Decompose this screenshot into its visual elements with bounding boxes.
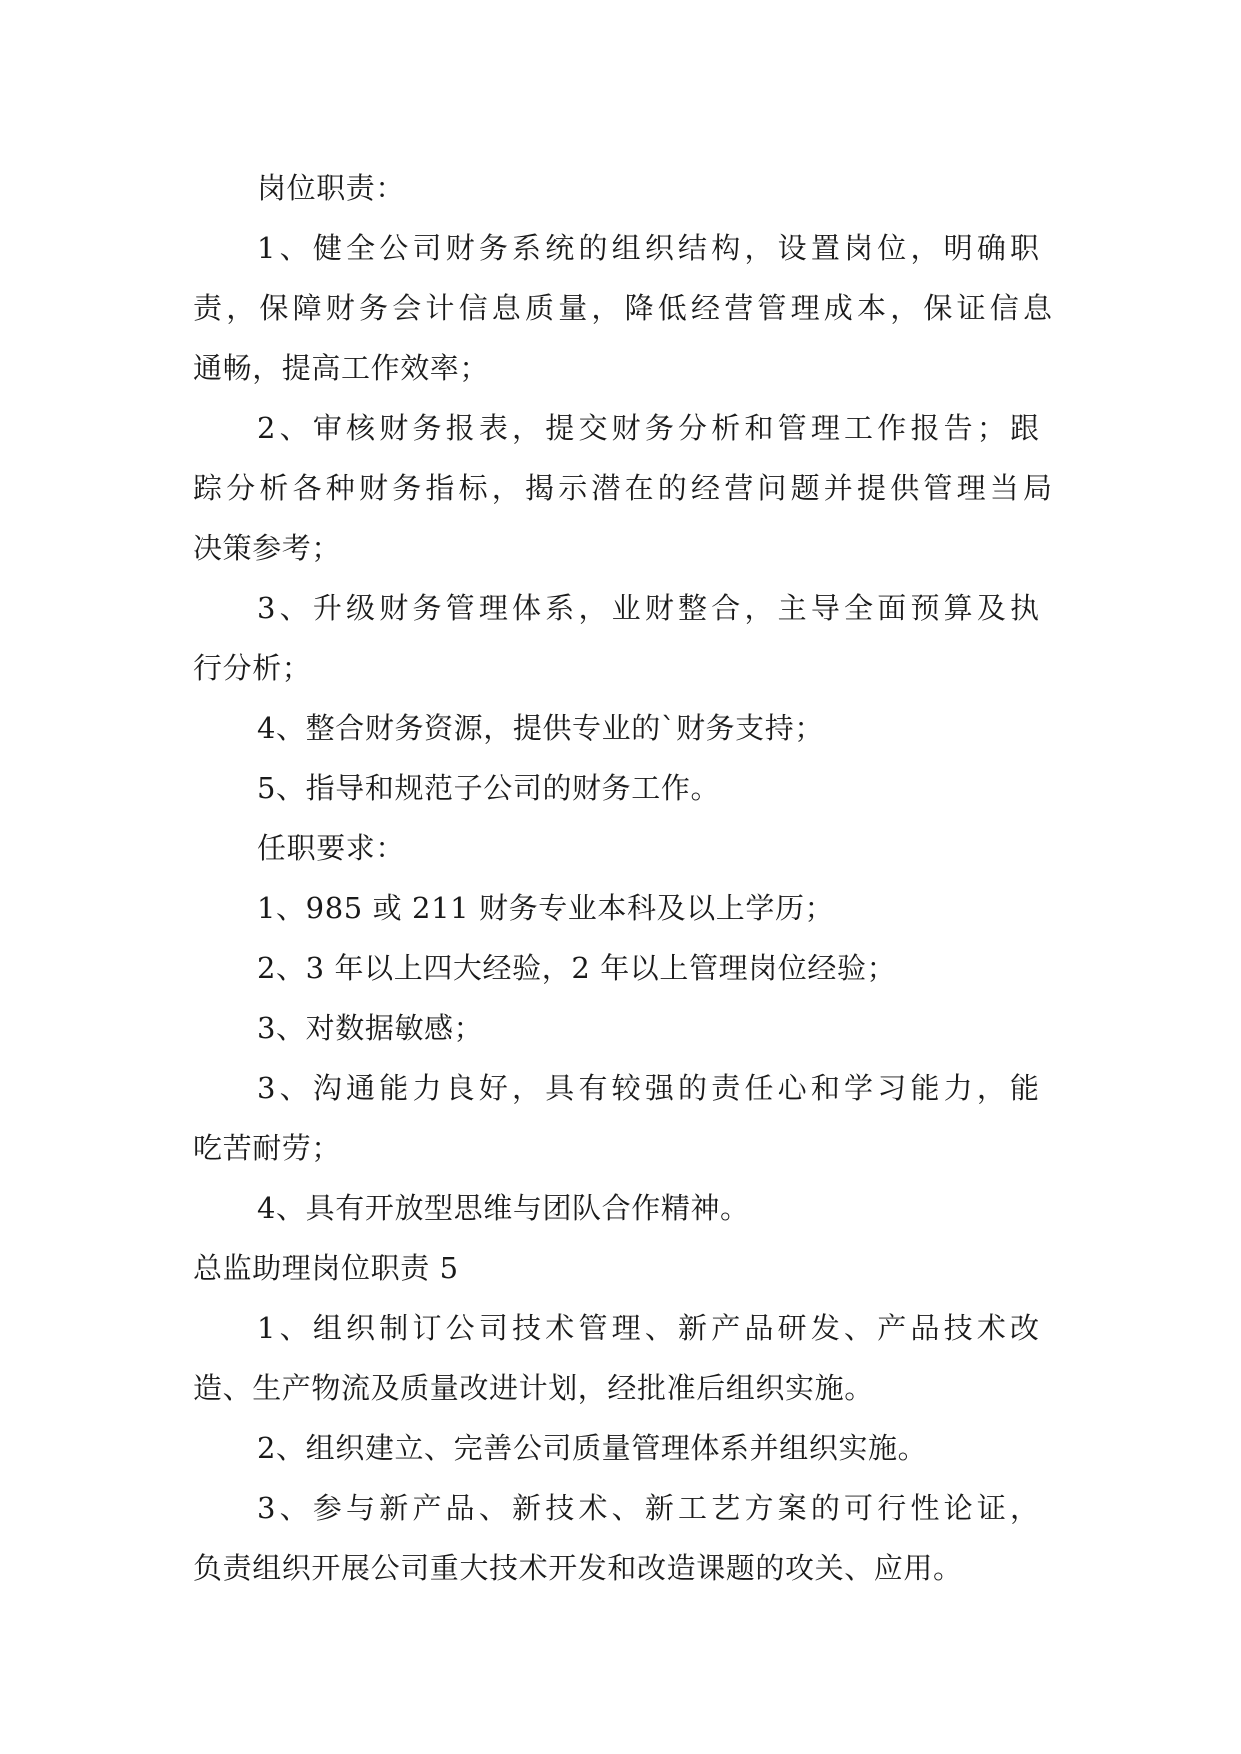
paragraph-line: 造、生产物流及质量改进计划，经批准后组织实施。	[193, 1371, 874, 1405]
paragraph-line: 1、组织制订公司技术管理、新产品研发、产品技术改	[257, 1311, 1044, 1345]
paragraph-line: 决策参考；	[193, 531, 342, 565]
paragraph-line: 3、升级财务管理体系，业财整合，主导全面预算及执	[257, 591, 1044, 625]
paragraph-line: 1、985 或 211 财务专业本科及以上学历；	[257, 891, 835, 925]
paragraph-line: 踪分析各种财务指标，揭示潜在的经营问题并提供管理当局	[193, 471, 1057, 505]
paragraph-line: 1、健全公司财务系统的组织结构，设置岗位，明确职	[257, 231, 1044, 265]
paragraph-line: 3、沟通能力良好，具有较强的责任心和学习能力，能	[257, 1071, 1044, 1105]
paragraph-line: 4、整合财务资源，提供专业的`财务支持；	[257, 711, 824, 745]
paragraph-line: 3、对数据敏感；	[257, 1011, 484, 1045]
paragraph-line: 2、组织建立、完善公司质量管理体系并组织实施。	[257, 1431, 928, 1465]
section-title: 总监助理岗位职责 5	[193, 1251, 459, 1285]
paragraph-line: 责，保障财务会计信息质量，降低经营管理成本，保证信息	[193, 291, 1057, 325]
section-heading-responsibilities: 岗位职责：	[257, 171, 406, 205]
paragraph-line: 4、具有开放型思维与团队合作精神。	[257, 1191, 750, 1225]
paragraph-line: 行分析；	[193, 651, 312, 685]
paragraph-line: 5、指导和规范子公司的财务工作。	[257, 771, 721, 805]
paragraph-line: 负责组织开展公司重大技术开发和改造课题的攻关、应用。	[193, 1551, 963, 1585]
paragraph-line: 通畅，提高工作效率；	[193, 351, 490, 385]
paragraph-line: 2、审核财务报表，提交财务分析和管理工作报告；跟	[257, 411, 1044, 445]
paragraph-line: 吃苦耐劳；	[193, 1131, 342, 1165]
section-heading-requirements: 任职要求：	[257, 831, 406, 865]
paragraph-line: 2、3 年以上四大经验，2 年以上管理岗位经验；	[257, 951, 897, 985]
paragraph-line: 3、参与新产品、新技术、新工艺方案的可行性论证，	[257, 1491, 1044, 1525]
